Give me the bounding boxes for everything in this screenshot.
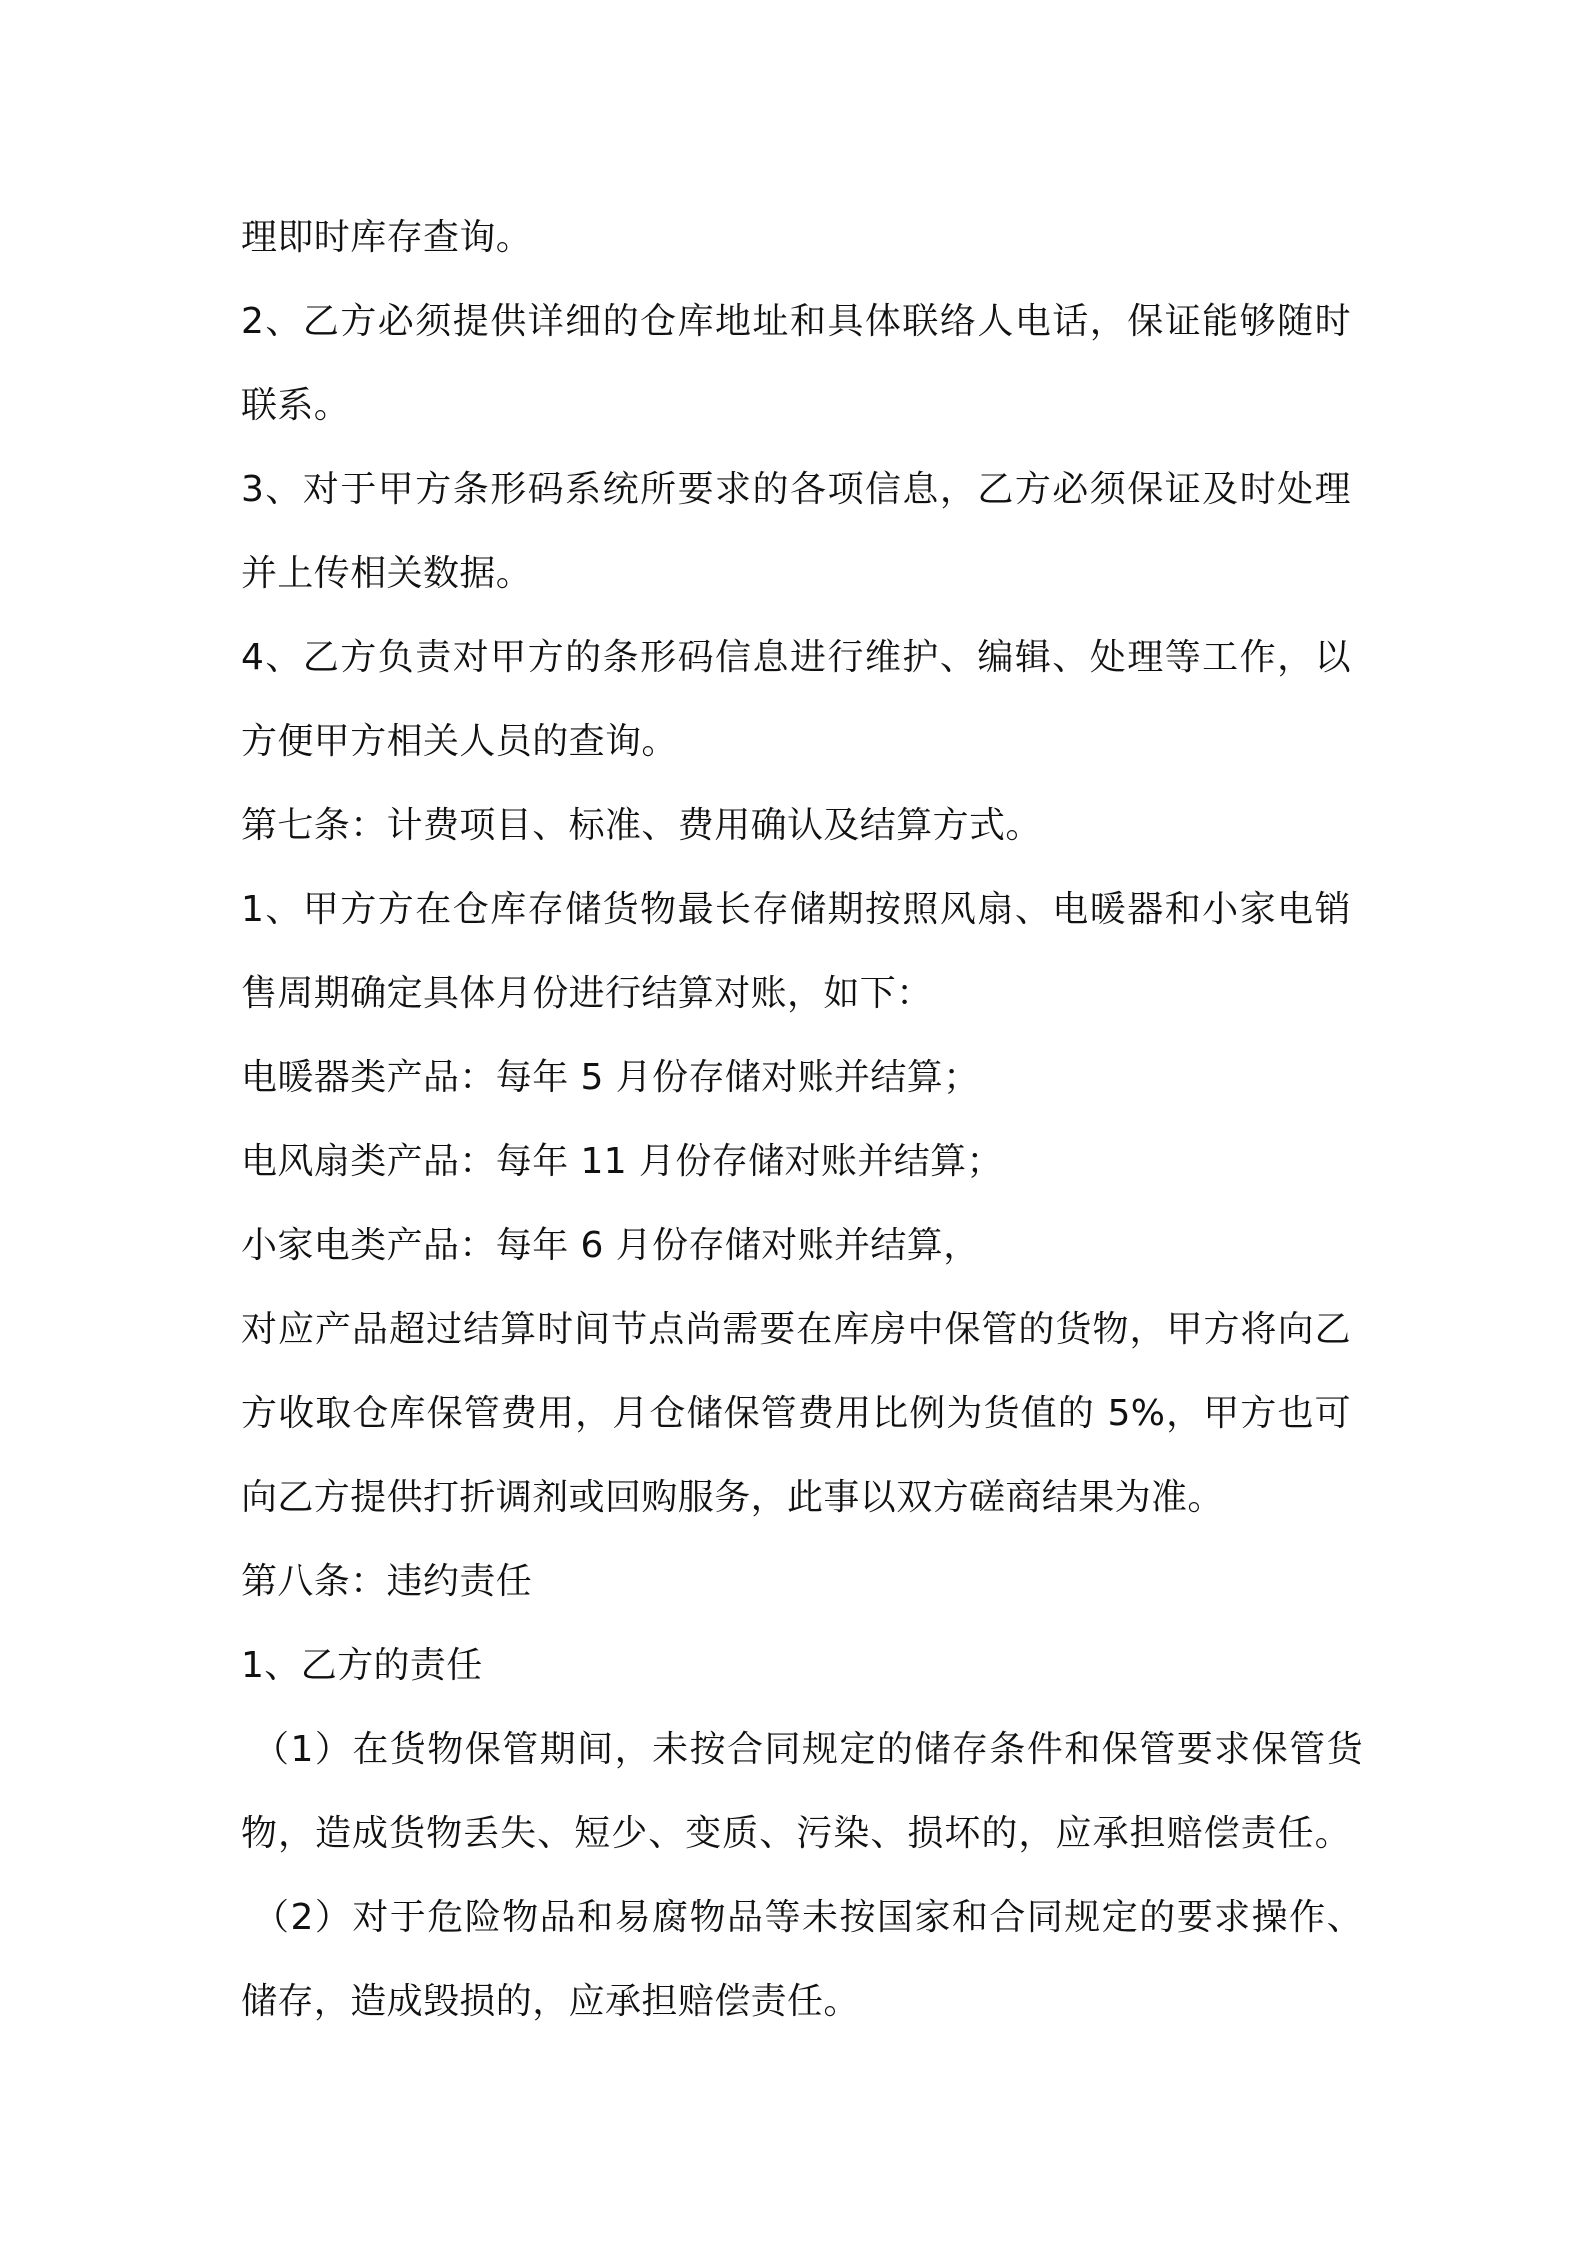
text-line: 对应产品超过结算时间节点尚需要在库房中保管的货物，甲方将向乙 — [241, 1309, 1351, 1350]
text-line: 储存，造成毁损的，应承担赔偿责任。 — [241, 1981, 860, 2022]
text-line: 2、乙方必须提供详细的仓库地址和具体联络人电话，保证能够随时 — [241, 301, 1351, 342]
text-line: （1）在货物保管期间，未按合同规定的储存条件和保管要求保管货 — [253, 1729, 1363, 1770]
text-line: 理即时库存查询。 — [241, 217, 533, 258]
text-line: （2）对于危险物品和易腐物品等未按国家和合同规定的要求操作、 — [253, 1897, 1363, 1938]
text-line: 1、甲方方在仓库存储货物最长存储期按照风扇、电暖器和小家电销 — [241, 889, 1351, 930]
text-line: 向乙方提供打折调剂或回购服务，此事以双方磋商结果为准。 — [241, 1477, 1224, 1518]
text-line: 电风扇类产品：每年 11 月份存储对账并结算； — [241, 1141, 1003, 1182]
text-line: 联系。 — [241, 385, 351, 426]
text-line: 3、对于甲方条形码系统所要求的各项信息，乙方必须保证及时处理 — [241, 469, 1351, 510]
text-line: 方便甲方相关人员的查询。 — [241, 721, 678, 762]
text-line: 小家电类产品：每年 6 月份存储对账并结算， — [241, 1225, 980, 1266]
text-line: 1、乙方的责任 — [241, 1645, 483, 1686]
section-heading: 第八条：违约责任 — [241, 1561, 533, 1602]
text-line: 方收取仓库保管费用，月仓储保管费用比例为货值的 5%，甲方也可 — [241, 1393, 1351, 1434]
document-body — [241, 196, 1361, 2044]
text-line: 售周期确定具体月份进行结算对账，如下： — [241, 973, 933, 1014]
text-line: 并上传相关数据。 — [241, 553, 533, 594]
section-heading: 第七条：计费项目、标准、费用确认及结算方式。 — [241, 805, 1042, 846]
text-line: 物，造成货物丢失、短少、变质、污染、损坏的，应承担赔偿责任。 — [241, 1813, 1351, 1854]
text-line: 4、乙方负责对甲方的条形码信息进行维护、编辑、处理等工作，以 — [241, 637, 1351, 678]
text-line: 电暖器类产品：每年 5 月份存储对账并结算； — [241, 1057, 980, 1098]
